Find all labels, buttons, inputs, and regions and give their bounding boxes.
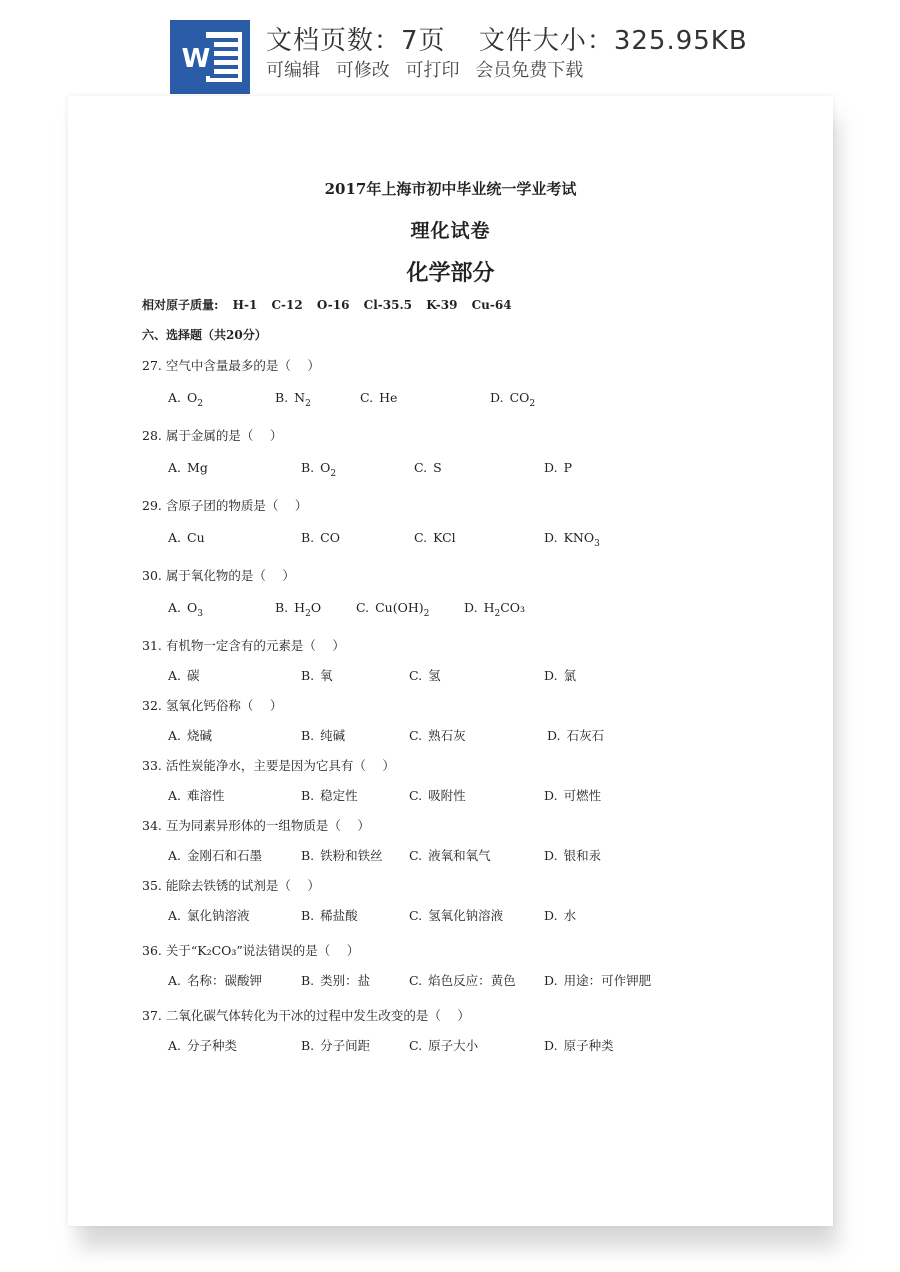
option-label: A. <box>168 460 182 475</box>
download-header <box>0 0 900 96</box>
atomic-mass-cl: Cl-35.5 <box>363 298 412 312</box>
option-label: B. <box>301 908 315 923</box>
answer-option <box>275 600 321 619</box>
question-stem: 35. 能除去铁锈的试剂是（ ） <box>142 878 320 893</box>
question-stem: 37. 二氧化碳气体转化为干冰的过程中发生改变的是（ ） <box>142 1008 470 1023</box>
option-text: 分子种类 <box>187 1038 238 1053</box>
option-subscript: 2 <box>305 609 311 619</box>
option-label: C. <box>409 973 423 988</box>
file-info <box>266 20 772 57</box>
answer-option <box>544 786 601 804</box>
option-label: B. <box>275 600 289 615</box>
option-text: 石灰石 <box>566 728 605 743</box>
option-text: Cu(OH) <box>375 600 424 615</box>
option-text: 铁粉和铁丝 <box>320 848 383 863</box>
option-text: CO <box>509 390 530 405</box>
option-text: H <box>294 600 306 615</box>
option-subscript: 3 <box>594 539 600 549</box>
option-text: 氢 <box>428 668 441 683</box>
option-label: C. <box>414 530 428 545</box>
feature-list <box>266 56 593 82</box>
option-text: 烧碱 <box>187 728 213 743</box>
answer-option <box>547 726 604 744</box>
section-heading: 六、选择题（共20分） <box>142 328 267 342</box>
option-text: H <box>483 600 495 615</box>
option-label: D. <box>547 728 561 743</box>
file-size: 文件大小：325.95KB <box>478 26 748 56</box>
option-label: C. <box>409 788 423 803</box>
answer-option <box>464 600 525 619</box>
answer-option <box>356 600 429 619</box>
option-label: A. <box>168 788 182 803</box>
answer-option <box>544 846 601 864</box>
option-text-suffix: CO₃ <box>500 600 526 615</box>
answer-option <box>168 971 262 989</box>
option-subscript: 2 <box>305 399 311 409</box>
answer-option <box>168 600 203 619</box>
answer-option <box>490 390 535 409</box>
option-label: B. <box>301 728 315 743</box>
atomic-mass-k: K-39 <box>426 298 458 312</box>
option-text: 氧 <box>320 668 333 683</box>
option-text: 原子大小 <box>428 1038 479 1053</box>
option-label: C. <box>356 600 370 615</box>
option-text: KNO <box>563 530 595 545</box>
option-text: 纯碱 <box>320 728 346 743</box>
option-label: C. <box>409 848 423 863</box>
answer-option <box>544 906 576 924</box>
answer-option <box>544 460 572 475</box>
answer-option <box>301 460 336 479</box>
feature-editable: 可编辑 <box>266 60 320 81</box>
option-label: B. <box>275 390 289 405</box>
question-stem: 32. 氢氧化钙俗称（ ） <box>142 698 283 713</box>
answer-option <box>409 726 466 744</box>
answer-option <box>301 786 358 804</box>
option-text: 碳 <box>187 668 200 683</box>
option-label: D. <box>544 908 558 923</box>
option-text: 氢氧化钠溶液 <box>428 908 504 923</box>
answer-option <box>168 460 208 475</box>
answer-option <box>544 971 651 989</box>
option-text: 原子种类 <box>563 1038 614 1053</box>
question-stem: 33. 活性炭能净水，主要是因为它具有（ ） <box>142 758 395 773</box>
option-text: 金刚石和石墨 <box>187 848 263 863</box>
option-label: B. <box>301 848 315 863</box>
answer-option <box>168 726 212 744</box>
answer-option <box>168 846 262 864</box>
option-label: A. <box>168 600 182 615</box>
feature-free-download: 会员免费下载 <box>475 60 584 81</box>
option-subscript: 2 <box>494 609 501 619</box>
option-label: C. <box>409 908 423 923</box>
answer-option <box>168 1036 237 1054</box>
option-text: O <box>187 390 198 405</box>
option-text: P <box>563 460 572 475</box>
option-text: KCl <box>433 530 456 545</box>
page-count: 文档页数：7页 <box>266 26 446 56</box>
option-subscript: 2 <box>423 609 430 619</box>
word-icon-letter: W <box>181 44 211 74</box>
option-label: D. <box>544 460 558 475</box>
feature-printable: 可打印 <box>405 60 460 81</box>
option-text: 熟石灰 <box>428 728 466 743</box>
answer-option <box>409 1036 478 1054</box>
atomic-mass-c: C-12 <box>271 298 303 312</box>
option-label: D. <box>544 788 558 803</box>
answer-option <box>168 786 225 804</box>
option-label: D. <box>464 600 478 615</box>
question-stem: 30. 属于氧化物的是（ ） <box>142 568 295 583</box>
answer-option <box>168 530 205 545</box>
option-text: 氯 <box>563 668 577 683</box>
word-document-icon <box>170 20 250 94</box>
question-stem: 27. 空气中含量最多的是（ ） <box>142 358 320 373</box>
option-text: 稀盐酸 <box>320 908 358 923</box>
answer-option <box>409 971 516 989</box>
option-text: O <box>320 460 331 475</box>
option-text: CO <box>320 530 340 545</box>
answer-option <box>301 846 383 864</box>
exam-part: 化学部分 <box>406 261 495 286</box>
option-text: S <box>433 460 442 475</box>
option-subscript: 2 <box>529 399 536 409</box>
option-text: 银和汞 <box>563 848 602 863</box>
atomic-masses-label: 相对原子质量: <box>142 298 219 312</box>
option-text-suffix: O <box>310 600 322 615</box>
atomic-mass-o: O-16 <box>316 298 350 312</box>
answer-option <box>168 906 250 924</box>
option-subscript: 3 <box>197 609 203 619</box>
answer-option <box>301 906 358 924</box>
option-label: B. <box>301 668 315 683</box>
answer-option <box>409 786 466 804</box>
option-text: 焰色反应：黄色 <box>428 973 516 988</box>
option-label: A. <box>168 973 182 988</box>
feature-modifiable: 可修改 <box>335 60 390 81</box>
option-label: C. <box>409 668 423 683</box>
answer-option <box>301 971 370 989</box>
option-label: B. <box>301 460 315 475</box>
option-label: D. <box>490 390 504 405</box>
question-stem: 28. 属于金属的是（ ） <box>142 428 283 443</box>
option-label: A. <box>168 1038 182 1053</box>
option-text: 氯化钠溶液 <box>187 908 250 923</box>
answer-option <box>360 390 397 405</box>
option-label: A. <box>168 530 182 545</box>
option-text: O <box>187 600 198 615</box>
option-text: 液氧和氧气 <box>428 848 491 863</box>
option-label: D. <box>544 848 558 863</box>
question-stem: 36. 关于“K₂CO₃”说法错误的是（ ） <box>142 943 360 958</box>
option-label: D. <box>544 1038 558 1053</box>
answer-option <box>414 460 442 475</box>
option-label: A. <box>168 908 182 923</box>
option-text: Mg <box>187 460 208 475</box>
option-label: A. <box>168 728 182 743</box>
question-stem: 34. 互为同素异形体的一组物质是（ ） <box>142 818 370 833</box>
option-label: B. <box>301 788 315 803</box>
option-label: A. <box>168 848 182 863</box>
option-text: Cu <box>187 530 205 545</box>
answer-option <box>409 666 441 684</box>
answer-option <box>409 906 503 924</box>
atomic-mass-h: H-1 <box>232 298 258 312</box>
option-label: C. <box>409 728 423 743</box>
answer-option <box>301 726 345 744</box>
answer-option <box>409 846 491 864</box>
option-label: A. <box>168 668 182 683</box>
option-label: D. <box>544 530 558 545</box>
option-text: 分子间距 <box>320 1038 371 1053</box>
answer-option <box>168 666 200 684</box>
option-text: N <box>294 390 306 405</box>
option-label: B. <box>301 973 315 988</box>
document-page <box>68 96 833 1226</box>
option-subscript: 2 <box>197 399 203 409</box>
option-text: 用途：可作钾肥 <box>563 973 652 988</box>
option-label: A. <box>168 390 182 405</box>
option-text: 难溶性 <box>187 788 225 803</box>
answer-option <box>301 1036 370 1054</box>
option-subscript: 2 <box>330 469 337 479</box>
option-text: 类别：盐 <box>320 973 371 988</box>
atomic-mass-cu: Cu-64 <box>471 298 512 312</box>
answer-option <box>414 530 456 545</box>
option-label: B. <box>301 1038 315 1053</box>
option-label: B. <box>301 530 315 545</box>
question-stem: 29. 含原子团的物质是（ ） <box>142 498 308 513</box>
answer-option <box>544 1036 614 1054</box>
option-label: D. <box>544 973 558 988</box>
exam-subtitle: 理化试卷 <box>410 220 491 242</box>
option-label: C. <box>360 390 374 405</box>
answer-option <box>544 666 576 684</box>
exam-title: 2017年上海市初中毕业统一学业考试 <box>324 180 577 198</box>
option-text: 稳定性 <box>320 788 358 803</box>
answer-option <box>544 530 600 549</box>
answer-option <box>301 666 333 684</box>
answer-option <box>301 530 340 545</box>
option-label: D. <box>544 668 558 683</box>
option-text: 名称：碳酸钾 <box>187 973 263 988</box>
option-text: He <box>379 390 398 405</box>
question-stem: 31. 有机物一定含有的元素是（ ） <box>142 638 345 653</box>
option-label: C. <box>409 1038 423 1053</box>
atomic-masses <box>142 296 522 313</box>
answer-option <box>275 390 311 409</box>
option-text: 吸附性 <box>428 788 466 803</box>
option-text: 水 <box>563 908 577 923</box>
answer-option <box>168 390 203 409</box>
option-text: 可燃性 <box>563 788 602 803</box>
option-label: C. <box>414 460 428 475</box>
